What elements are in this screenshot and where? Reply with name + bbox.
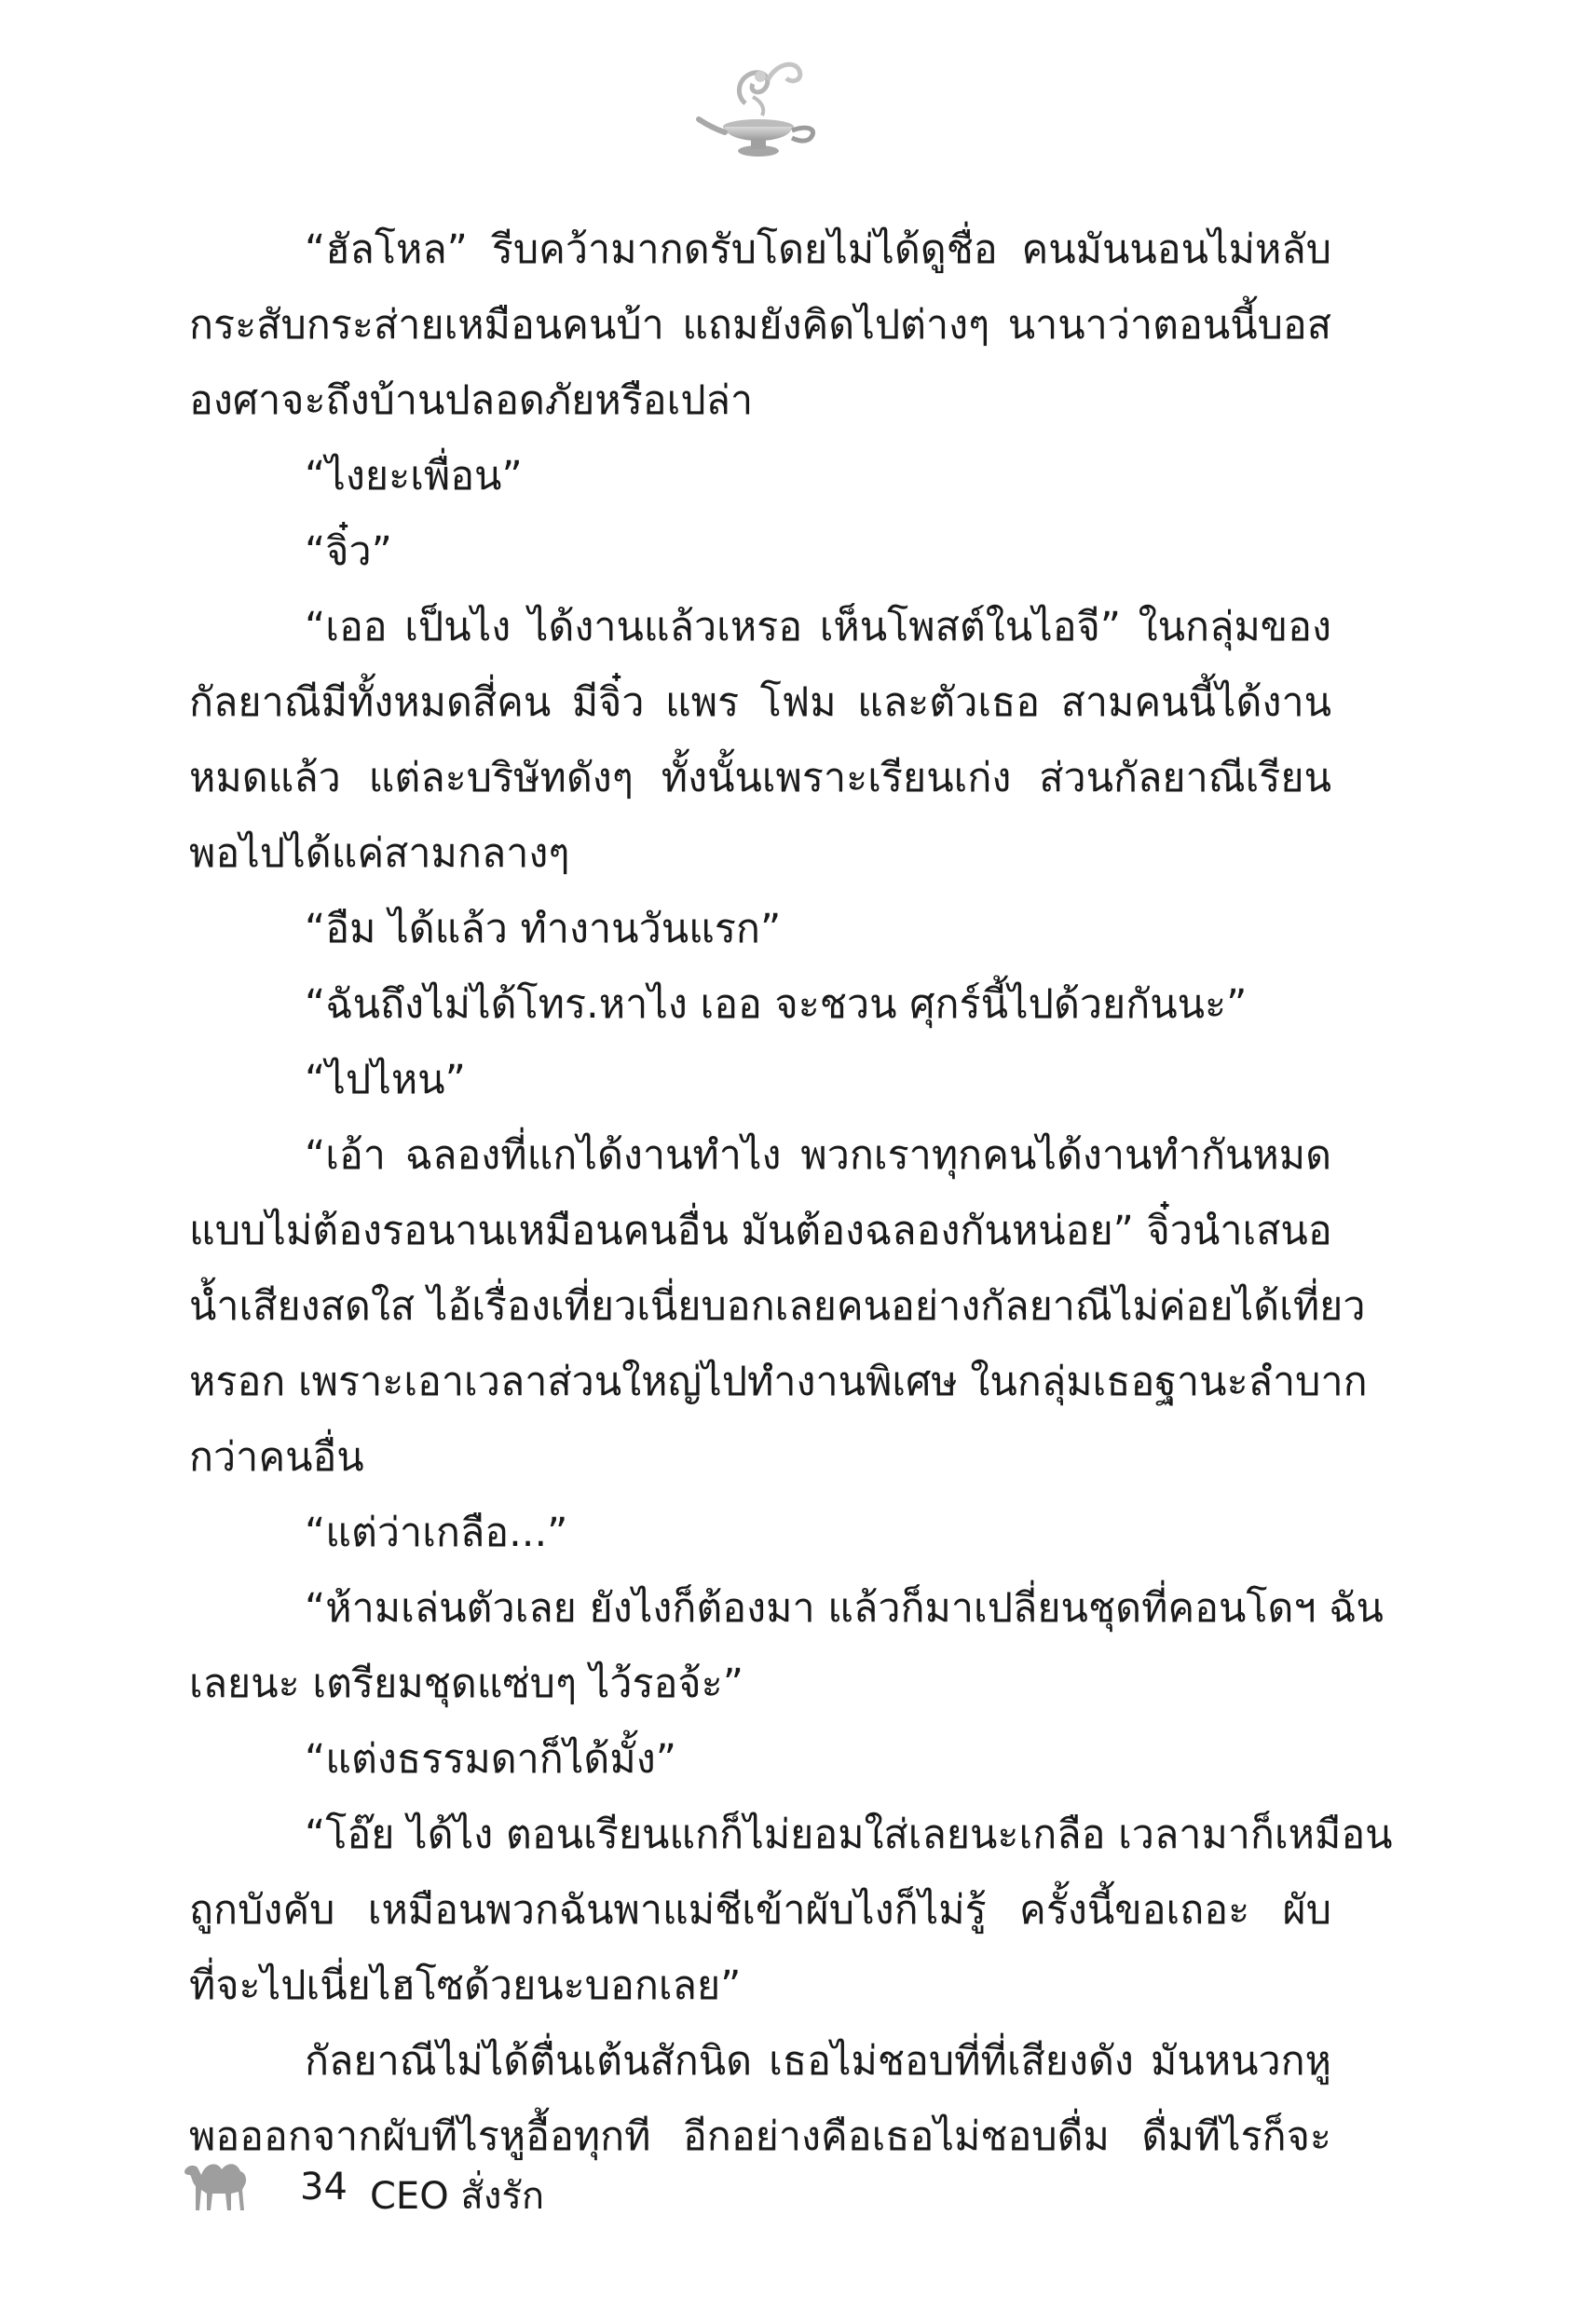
text-line: เลยนะ เตรียมชุดแซ่บๆ ไว้รอจ้ะ” [189,1661,743,1707]
text-line: กัลยาณีมีทั้งหมดสี่คน มีจิ๋ว แพร โฟม และตัวเธอ สามคนนี้ได้งาน [189,679,1331,726]
text-line: องศาจะถึงบ้านปลอดภัยหรือเปล่า [189,377,754,424]
text-line: น้ำเสียงสดใส ไอ้เรื่องเที่ยวเนี่ยบอกเลยคนอย่างกัลยาณีไม่ค่อยได้เที่ยว [189,1283,1366,1330]
text-line: แบบไม่ต้องรอนานเหมือนคนอื่น มันต้องฉลองกันหน่อย” จิ๋วนำเสนอ [189,1208,1332,1254]
camel-icon [179,2143,263,2218]
text-line: ที่จะไปเนี่ยไฮโซด้วยนะบอกเลย” [189,1962,742,2009]
text-line: “ห้ามเล่นตัวเลย ยังไงก็ต้องมา แล้วก็มาเปลี่ยนชุดที่คอนโดฯ ฉัน [305,1585,1384,1632]
page-footer [179,2143,738,2218]
text-line: “โอ๊ย ได้ไง ตอนเรียนแกก็ไม่ยอมใส่เลยนะเกลือ เวลามาก็เหมือน [305,1812,1393,1858]
text-line: หมดแล้ว แต่ละบริษัทดังๆ ทั้งนั้นเพราะเรียนเก่ง ส่วนกัลยาณีเรียน [189,755,1331,801]
body-text [189,212,1393,2175]
text-line: “เอ้า ฉลองที่แกได้งานทำไง พวกเราทุกคนได้งานทำกันหมด [305,1132,1331,1179]
text-line: พอออกจากผับทีไรหูอื้อทุกที อีกอย่างคือเธอไม่ชอบดื่ม ดื่มทีไรก็จะ [189,2113,1331,2160]
book-title: CEO สั่งรัก [370,2175,545,2218]
text-line: “ฮัลโหล” รีบคว้ามากดรับโดยไม่ได้ดูชื่อ คนมันนอนไม่หลับ [305,226,1331,273]
text-line: กระสับกระส่ายเหมือนคนบ้า แถมยังคิดไปต่างๆ นานาว่าตอนนี้บอส [189,302,1331,349]
text-line: “แต่ว่าเกลือ...” [305,1510,568,1556]
text-line: พอไปได้แค่สามกลางๆ [189,830,570,877]
text-line: “ไปไหน” [305,1057,466,1103]
text-line: “แต่งธรรมดาก็ได้มั้ง” [305,1736,676,1783]
text-line: “ฉันถึงไม่ได้โทร.หาไง เออ จะชวน ศุกร์นี้ไปด้วยกันนะ” [305,981,1248,1028]
text-line: “ไงยะเพื่อน” [305,453,523,499]
text-line: “อืม ได้แล้ว ทำงานวันแรก” [305,906,782,952]
text-line: กว่าคนอื่น [189,1434,364,1481]
text-line: หรอก เพราะเอาเวลาส่วนใหญ่ไปทำงานพิเศษ ในกลุ่มเธอฐานะลำบาก [189,1359,1368,1405]
text-line: กัลยาณีไม่ได้ตื่นเต้นสักนิด เธอไม่ชอบที่ที่เสียงดัง มันหนวกหู [305,2038,1331,2085]
text-line: “จิ๋ว” [305,528,392,575]
lamp-genie-icon [688,52,827,164]
page-number: 34 [300,2166,348,2208]
text-line: ถูกบังคับ เหมือนพวกฉันพาแม่ชีเข้าผับไงก็ไม่รู้ ครั้งนี้ขอเถอะ ผับ [189,1887,1331,1934]
text-line: “เออ เป็นไง ได้งานแล้วเหรอ เห็นโพสต์ในไอจี” ในกลุ่มของ [305,604,1331,650]
